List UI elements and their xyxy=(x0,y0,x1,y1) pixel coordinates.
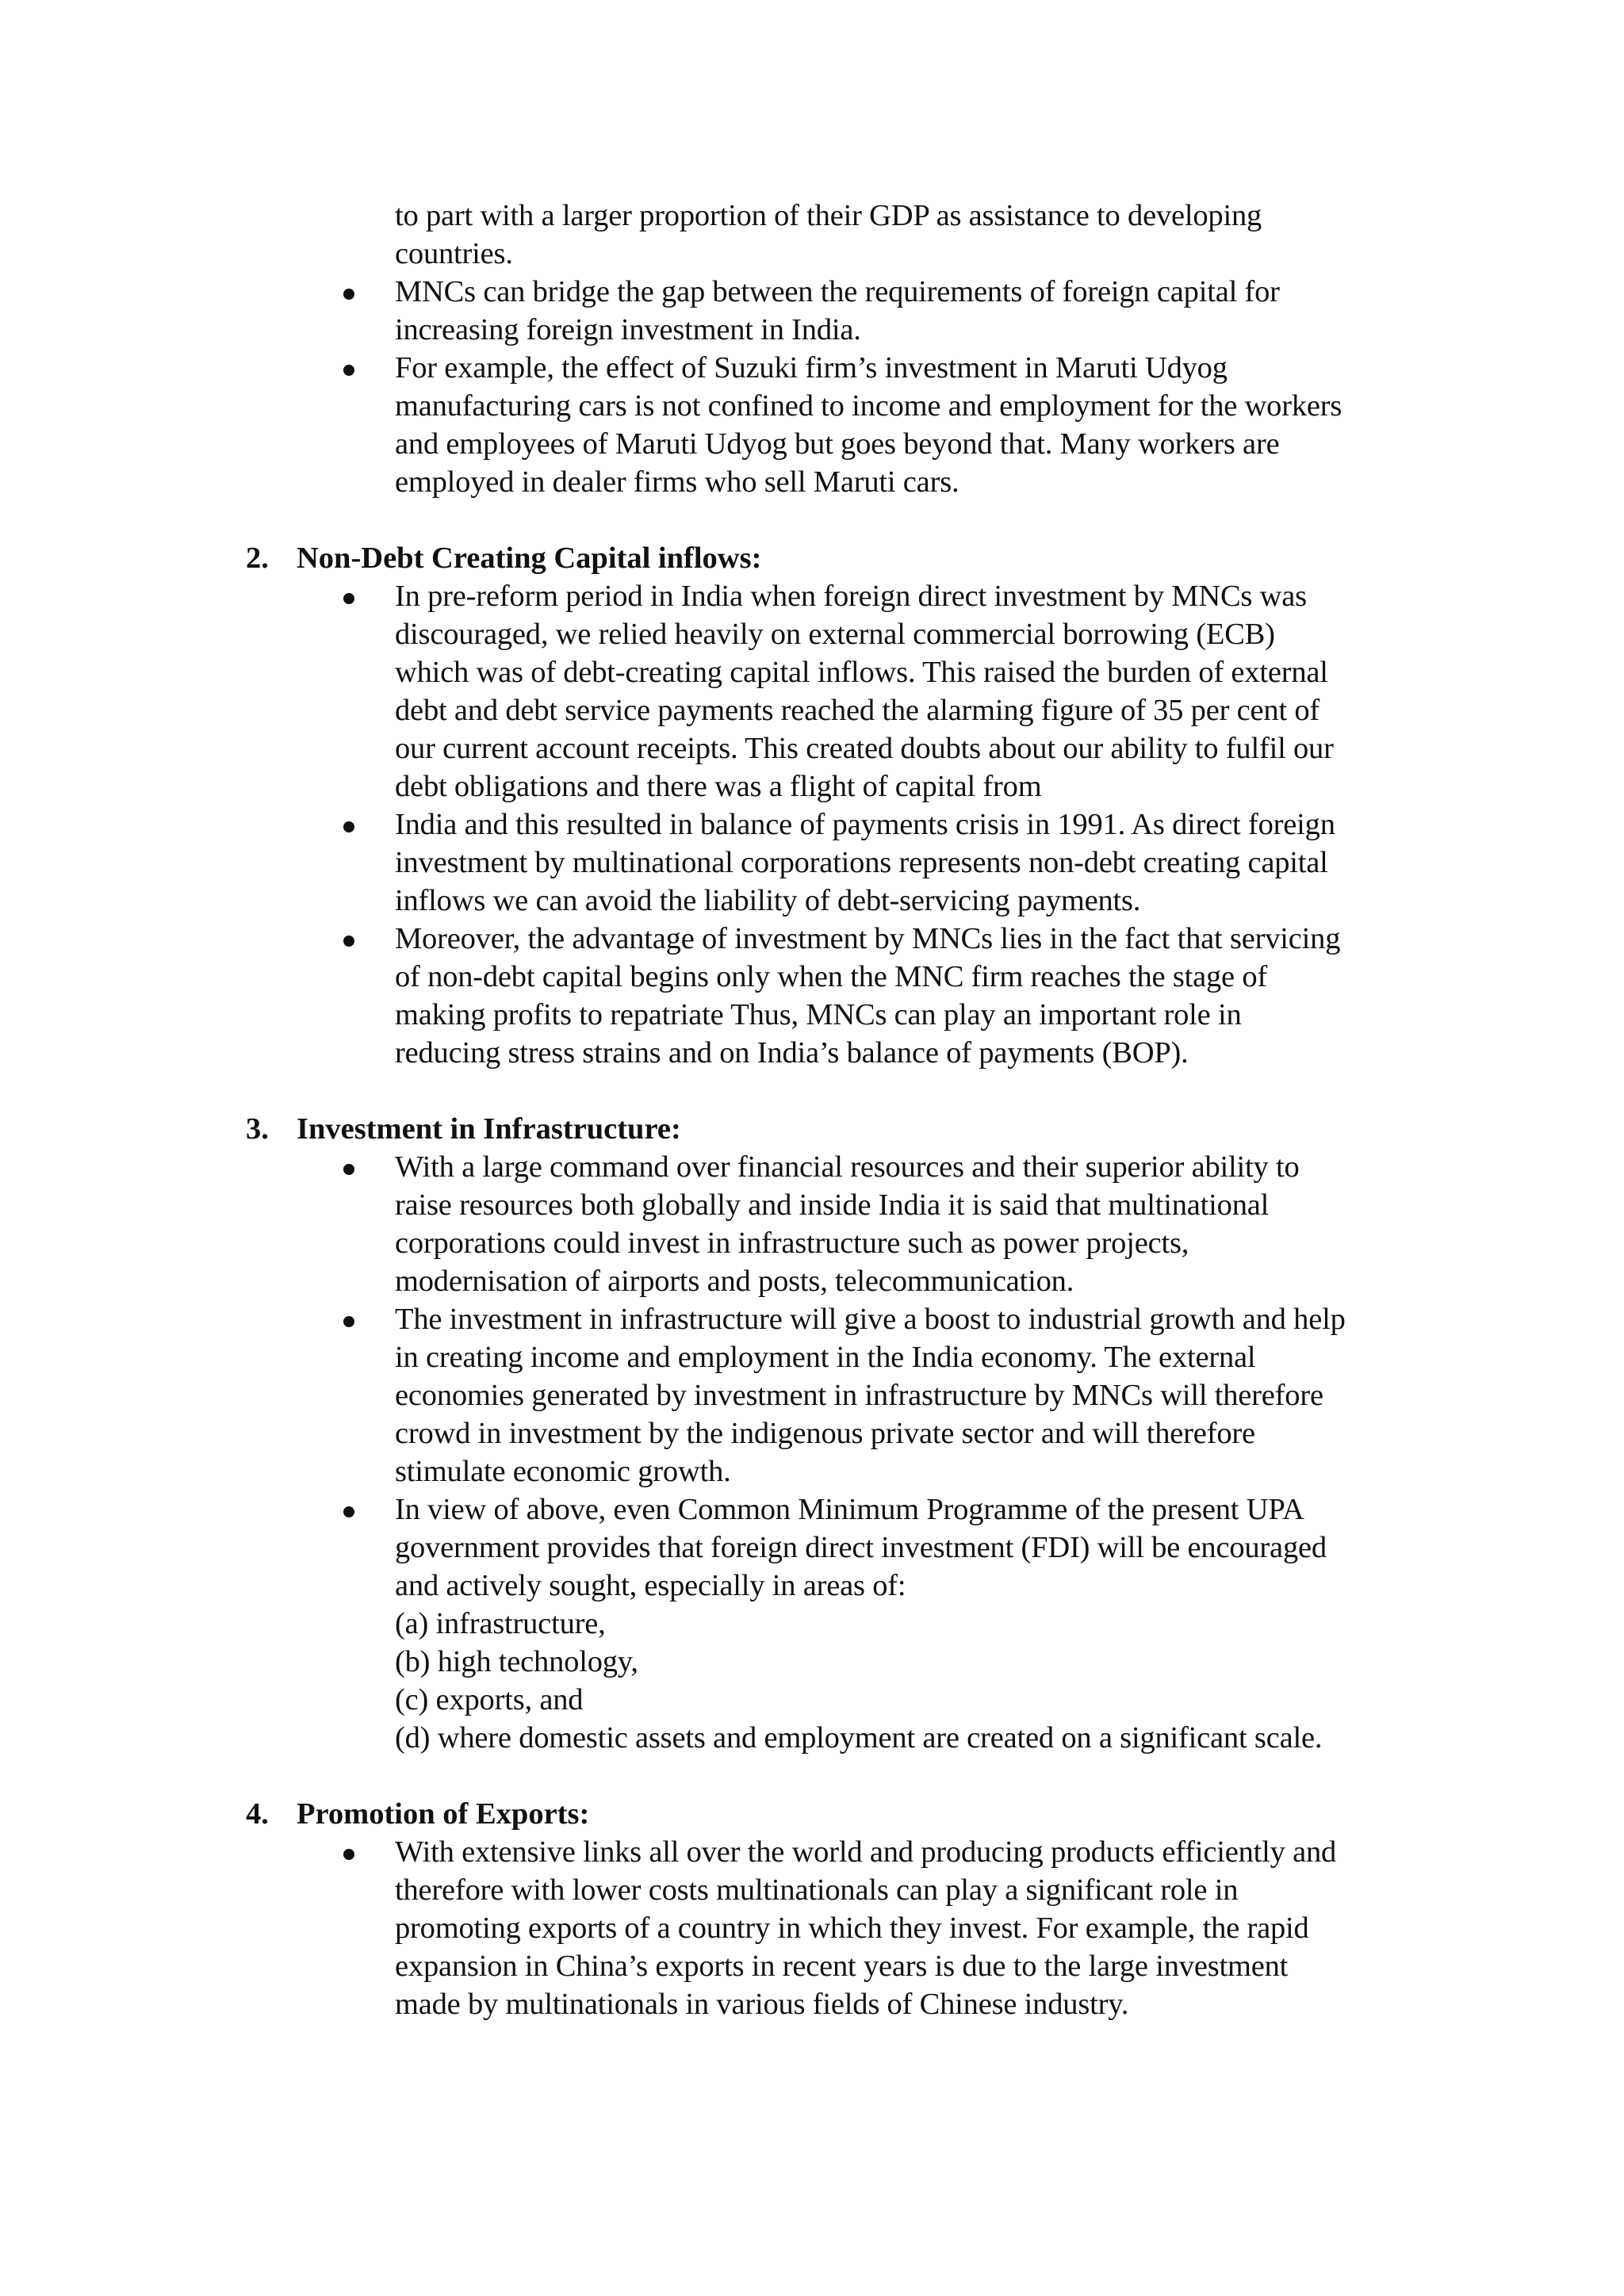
text-line: stimulate economic growth. xyxy=(395,1455,731,1488)
text-line: therefore with lower costs multinationals can play a significant role in xyxy=(395,1873,1239,1907)
text-line: which was of debt-creating capital inflows. This raised the burden of external xyxy=(395,656,1328,689)
list-item: (d) where domestic assets and employment are created on a significant scale. xyxy=(395,1721,1323,1755)
text-line: discouraged, we relied heavily on external commercial borrowing (ECB) xyxy=(395,618,1275,651)
text-line: manufacturing cars is not confined to income and employment for the workers xyxy=(395,389,1342,423)
section-number: 2. xyxy=(246,541,269,575)
text-line: raise resources both globally and inside India it is said that multinational xyxy=(395,1188,1270,1222)
section-heading xyxy=(246,1110,681,1148)
text-line: debt and debt service payments reached the alarming figure of 35 per cent of xyxy=(395,694,1320,727)
section-title: Non-Debt Creating Capital inflows: xyxy=(297,541,762,575)
text-line: For example, the effect of Suzuki firm’s investment in Maruti Udyog xyxy=(395,351,1228,385)
text-line: investment by multinational corporations represents non-debt creating capital xyxy=(395,846,1328,879)
text-line: modernisation of airports and posts, telecommunication. xyxy=(395,1265,1074,1298)
text-line: economies generated by investment in infrastructure by MNCs will therefore xyxy=(395,1379,1323,1412)
text-line: making profits to repatriate Thus, MNCs can play an important role in xyxy=(395,998,1242,1031)
text-line: in creating income and employment in the India economy. The external xyxy=(395,1341,1256,1374)
text-line: With extensive links all over the world and producing products efficiently and xyxy=(395,1835,1337,1869)
section-title: Promotion of Exports: xyxy=(297,1797,590,1831)
bullet-icon xyxy=(343,1506,354,1517)
bullet-icon xyxy=(343,1316,354,1327)
text-line: promoting exports of a country in which they invest. For example, the rapid xyxy=(395,1911,1309,1945)
text-line: MNCs can bridge the gap between the requirements of foreign capital for xyxy=(395,275,1280,308)
bullet-icon xyxy=(343,936,354,947)
section-number: 4. xyxy=(246,1797,269,1831)
bullet-icon xyxy=(343,593,354,604)
section-heading xyxy=(246,1795,589,1833)
bullet-icon xyxy=(343,1849,354,1860)
section-heading xyxy=(246,539,761,577)
text-line: increasing foreign investment in India. xyxy=(395,313,861,346)
bullet-icon xyxy=(343,1164,354,1175)
text-line: India and this resulted in balance of payments crisis in 1991. As direct foreign xyxy=(395,808,1335,841)
text-line: crowd in investment by the indigenous private sector and will therefore xyxy=(395,1417,1255,1450)
list-item: (b) high technology, xyxy=(395,1645,638,1678)
text-line: employed in dealer firms who sell Maruti cars. xyxy=(395,465,959,499)
list-item: (c) exports, and xyxy=(395,1683,584,1716)
text-line: and employees of Maruti Udyog but goes beyond that. Many workers are xyxy=(395,427,1280,461)
text-line: With a large command over financial resources and their superior ability to xyxy=(395,1150,1300,1184)
text-line: and actively sought, especially in areas of: xyxy=(395,1569,906,1602)
text-line: government provides that foreign direct investment (FDI) will be encouraged xyxy=(395,1531,1327,1564)
bullet-icon xyxy=(343,289,354,300)
text-line: our current account receipts. This created doubts about our ability to fulfil our xyxy=(395,732,1334,765)
list-item: (a) infrastructure, xyxy=(395,1607,606,1640)
text-line: Moreover, the advantage of investment by MNCs lies in the fact that servicing xyxy=(395,922,1341,955)
text-line: expansion in China’s exports in recent years is due to the large investment xyxy=(395,1950,1289,1983)
text-line: made by multinationals in various fields of Chinese industry. xyxy=(395,1988,1129,2021)
text-line: inflows we can avoid the liability of debt-servicing payments. xyxy=(395,884,1141,917)
text-line: of non-debt capital begins only when the MNC firm reaches the stage of xyxy=(395,960,1268,993)
text-line: In pre-reform period in India when foreign direct investment by MNCs was xyxy=(395,580,1307,613)
section-number: 3. xyxy=(246,1112,269,1146)
section-title: Investment in Infrastructure: xyxy=(297,1112,681,1146)
text-line: The investment in infrastructure will give a boost to industrial growth and help xyxy=(395,1303,1346,1336)
text-line: to part with a larger proportion of their GDP as assistance to developing xyxy=(395,199,1262,232)
bullet-icon xyxy=(343,365,354,376)
text-line: In view of above, even Common Minimum Programme of the present UPA xyxy=(395,1493,1304,1526)
text-line: countries. xyxy=(395,237,513,270)
text-line: corporations could invest in infrastructure such as power projects, xyxy=(395,1226,1189,1260)
bullet-icon xyxy=(343,821,354,832)
text-line: debt obligations and there was a flight of capital from xyxy=(395,770,1042,803)
text-line: reducing stress strains and on India’s balance of payments (BOP). xyxy=(395,1036,1189,1070)
